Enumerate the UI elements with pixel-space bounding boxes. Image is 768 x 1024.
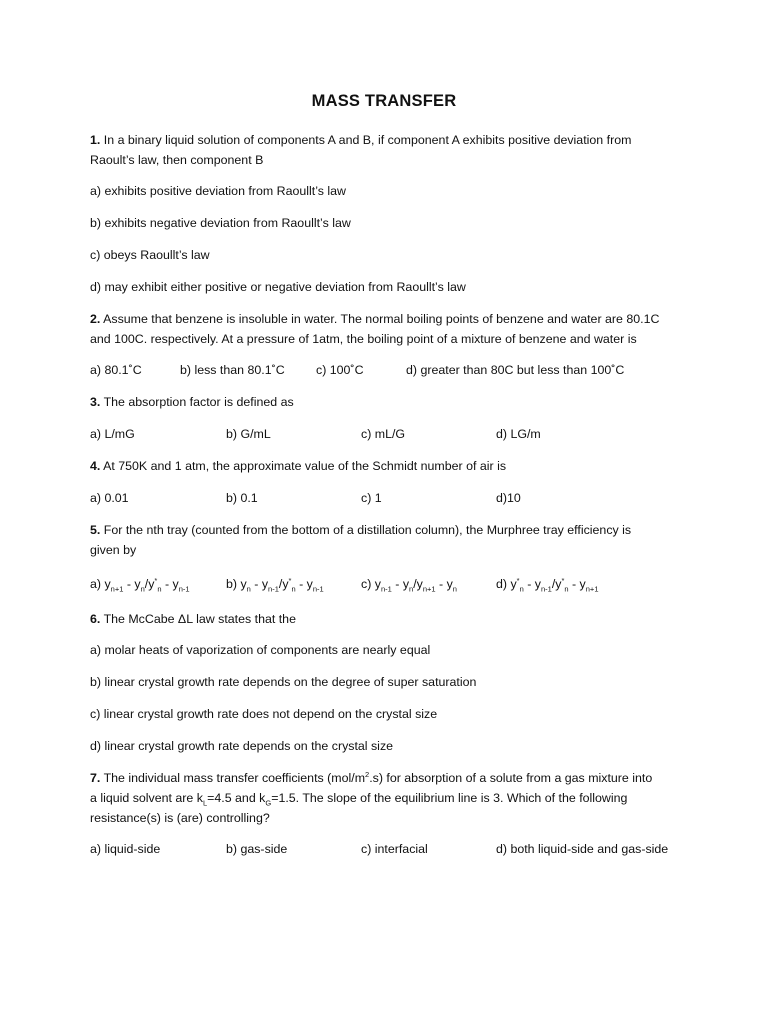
kg-subscript: G: [265, 798, 272, 808]
question-4-option-b: b) 0.1: [226, 491, 258, 505]
question-3-option-c: c) mL/G: [361, 427, 406, 441]
question-5-number: 5.: [90, 523, 101, 537]
question-3-number: 3.: [90, 395, 101, 409]
question-5-line-1: [90, 522, 631, 538]
question-3-option-a: a) L/mG: [90, 427, 135, 441]
question-3-text: The absorption factor is defined as: [103, 395, 294, 409]
question-7-line-1: [90, 770, 652, 786]
question-7-text-d: =4.5 and k: [207, 791, 266, 805]
question-6-option-a: a) molar heats of vaporization of components are nearly equal: [90, 643, 431, 657]
question-6-line-1: [90, 611, 296, 627]
question-2-line-2: and 100C. respectively. At a pressure of 1atm, the boiling point of a mixture of benzene and water is: [90, 332, 637, 346]
question-5-option-b: b) $y_n - y_{n-1}/y^*_n - y_{n-1}$: [226, 575, 324, 594]
question-7-text-b: .s) for absorption of a solute from a gas mixture into: [369, 771, 653, 785]
question-5-line-2: given by: [90, 543, 137, 557]
question-3-option-d: d) LG/m: [496, 427, 541, 441]
question-5-text: For the nth tray (counted from the bottom of a distillation column), the Murphree tray efficiency is: [103, 523, 632, 537]
question-7-options: [90, 841, 690, 857]
question-2-options: [90, 362, 690, 378]
question-7-text-c: a liquid solvent are k: [90, 791, 203, 805]
question-7-option-d: d) both liquid-side and gas-side: [496, 842, 669, 856]
question-4-option-a: a) 0.01: [90, 491, 129, 505]
question-1-text: In a binary liquid solution of components A and B, if component A exhibits positive deviation from: [103, 133, 632, 147]
question-1-option-b: b) exhibits negative deviation from Raoullt’s law: [90, 216, 351, 230]
question-7-text-a: The individual mass transfer coefficients (mol/m: [103, 771, 366, 785]
question-1-number: 1.: [90, 133, 101, 147]
question-1-line-2: Raoult’s law, then component B: [90, 153, 264, 167]
question-1-line-1: [90, 132, 631, 148]
question-6-option-b: b) linear crystal growth rate depends on the degree of super saturation: [90, 675, 477, 689]
kl-subscript: L: [202, 798, 208, 808]
question-1-option-a: a) exhibits positive deviation from Raoullt’s law: [90, 184, 346, 198]
question-7-line-3: resistance(s) is (are) controlling?: [90, 811, 270, 825]
question-5-options: [90, 576, 690, 592]
question-1-option-d: d) may exhibit either positive or negative deviation from Raoullt’s law: [90, 280, 466, 294]
question-6-text: The McCabe ΔL law states that the: [103, 612, 296, 626]
question-3-line-1: [90, 394, 294, 410]
question-2-option-b: b) less than 80.1˚C: [180, 363, 285, 377]
question-7-option-c: c) interfacial: [361, 842, 428, 856]
question-4-text: At 750K and 1 atm, the approximate value of the Schmidt number of air is: [103, 459, 507, 473]
question-4-option-c: c) 1: [361, 491, 382, 505]
question-5-option-a: a) $y_{n+1} - y_n/y^*_n - y_{n-1}$: [90, 575, 190, 594]
question-7-option-b: b) gas-side: [226, 842, 288, 856]
question-6-option-c: c) linear crystal growth rate does not depend on the crystal size: [90, 707, 438, 721]
question-3-options: [90, 426, 690, 442]
question-4-number: 4.: [90, 459, 101, 473]
question-2-number: 2.: [90, 312, 101, 326]
question-3-option-b: b) G/mL: [226, 427, 271, 441]
question-1-option-c: c) obeys Raoullt’s law: [90, 248, 210, 262]
squared-superscript: 2: [365, 769, 370, 779]
question-6-option-d: d) linear crystal growth rate depends on the crystal size: [90, 739, 394, 753]
question-2-text: Assume that benzene is insoluble in water. The normal boiling points of benzene and water are 80.1C: [103, 312, 660, 326]
question-7-number: 7.: [90, 771, 101, 785]
question-7-option-a: a) liquid-side: [90, 842, 161, 856]
question-5-option-d: d) $y^*_n - y_{n-1}/y^*_n - y_{n+1}$: [496, 575, 599, 594]
question-6-number: 6.: [90, 612, 101, 626]
question-4-options: [90, 490, 690, 506]
question-7-text-e: =1.5. The slope of the equilibrium line is 3. Which of the following: [271, 791, 628, 805]
question-5-option-c: c) $y_{n-1} - y_n/y_{n+1} - y_n$: [361, 577, 457, 594]
question-4-option-d: d)10: [496, 491, 521, 505]
question-2-option-a: a) 80.1˚C: [90, 363, 142, 377]
question-2-option-d: d) greater than 80C but less than 100˚C: [406, 363, 625, 377]
page-title: MASS TRANSFER: [311, 92, 457, 110]
question-2-option-c: c) 100˚C: [316, 363, 364, 377]
question-7-line-2: [90, 790, 627, 806]
question-4-line-1: [90, 458, 506, 474]
question-2-line-1: [90, 311, 659, 327]
